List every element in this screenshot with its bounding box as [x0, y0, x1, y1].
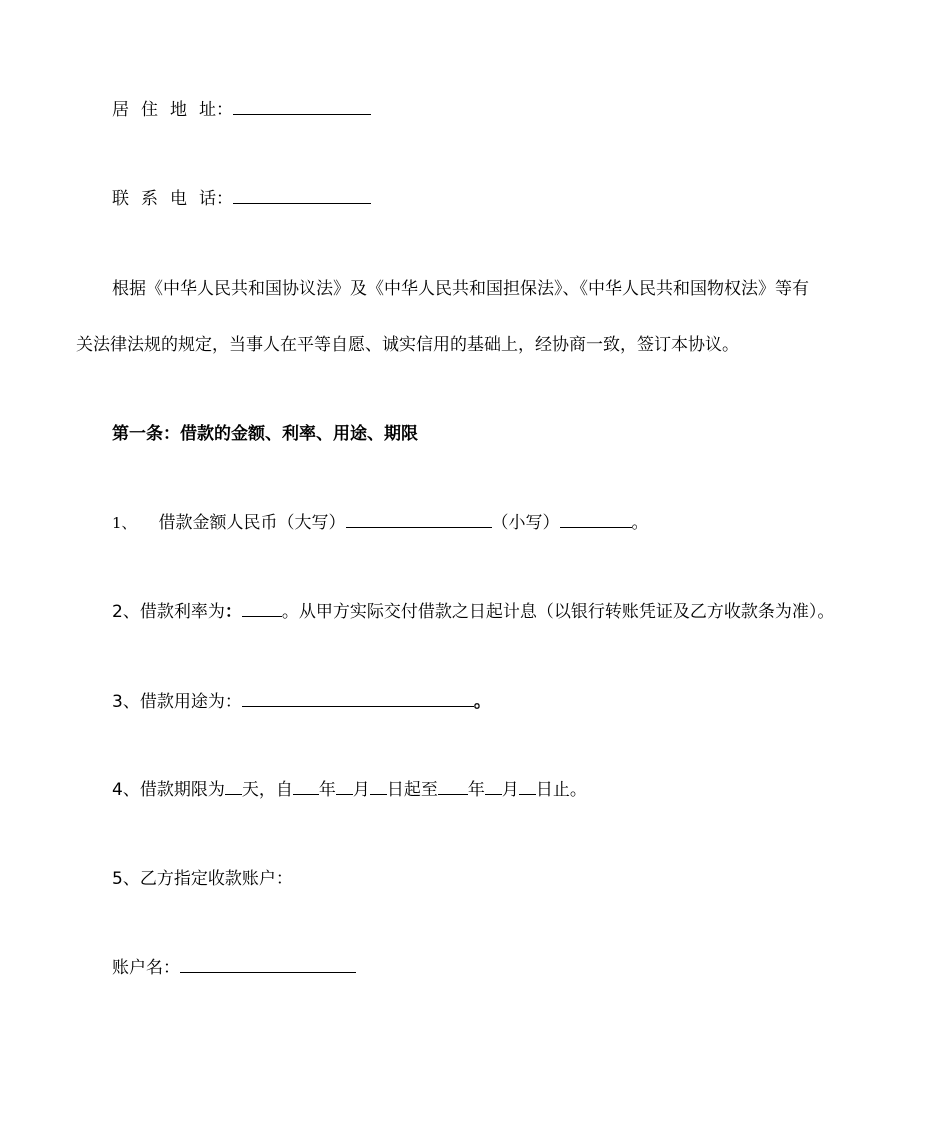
end-month-blank[interactable] — [485, 778, 502, 795]
phone-label: 联系电 — [112, 189, 199, 209]
phone-label-last: 话 — [199, 189, 216, 209]
address-blank[interactable] — [233, 98, 371, 115]
item-4-p4: 月 — [352, 780, 370, 800]
item-1-line — [112, 511, 649, 535]
end-day-blank[interactable] — [519, 778, 536, 795]
item-4-p5: 日起至 — [386, 780, 438, 800]
amount-lowercase-blank[interactable] — [560, 511, 632, 528]
item-3-end: 。 — [473, 692, 491, 712]
item-2-colon: ： — [224, 602, 242, 622]
address-label-last: 址 — [199, 100, 216, 120]
intro-line-2: 关法律法规的规定，当事人在平等自愿、诚实信用的基础上，经协商一致，签订本协议。 — [76, 335, 739, 355]
item-4-line — [112, 778, 587, 802]
intro-line-1: 根据《中华人民共和国协议法》及《中华人民共和国担保法》、《中华人民共和国物权法》等有 — [112, 279, 809, 299]
address-line — [112, 98, 371, 122]
account-name-line — [112, 956, 356, 980]
item-1-text-b: （小写） — [491, 513, 560, 533]
article-1-heading: 第一条：借款的金额、利率、用途、期限 — [112, 424, 418, 444]
phone-line — [112, 187, 371, 211]
account-name-label: 账户名： — [112, 958, 180, 978]
item-2-text-b: 。从甲方实际交付借款之日起计息（以银行转账凭证及乙方收款条为准）。 — [281, 602, 835, 622]
interest-rate-blank[interactable] — [242, 600, 282, 617]
item-2-line — [112, 600, 834, 624]
phone-colon: ： — [216, 189, 233, 209]
account-name-blank[interactable] — [180, 956, 356, 973]
phone-blank[interactable] — [233, 187, 371, 204]
item-4-p7: 月 — [501, 780, 519, 800]
item-4-p2: 天，自 — [241, 780, 293, 800]
item-4-p3: 年 — [318, 780, 336, 800]
item-4-p1: 4、借款期限为 — [112, 780, 225, 800]
amount-uppercase-blank[interactable] — [346, 511, 492, 528]
item-5-line: 5、乙方指定收款账户： — [112, 869, 293, 889]
address-label: 居住地 — [112, 100, 199, 120]
item-2-text-a: 2、借款利率为 — [112, 602, 225, 622]
item-1-end: 。 — [631, 513, 649, 533]
start-year-blank[interactable] — [293, 778, 319, 795]
item-4-p6: 年 — [467, 780, 485, 800]
item-3-text-a: 3、借款用途为： — [112, 692, 242, 712]
item-1-text-a: 借款金额人民币（大写） — [158, 513, 346, 533]
item-3-line — [112, 690, 491, 714]
item-4-p8: 日止。 — [535, 780, 587, 800]
loan-purpose-blank[interactable] — [242, 690, 474, 707]
end-year-blank[interactable] — [438, 778, 468, 795]
start-month-blank[interactable] — [336, 778, 353, 795]
item-1-number: 1、 — [112, 514, 137, 532]
term-days-blank[interactable] — [225, 778, 242, 795]
start-day-blank[interactable] — [370, 778, 387, 795]
address-colon: ： — [216, 100, 233, 120]
